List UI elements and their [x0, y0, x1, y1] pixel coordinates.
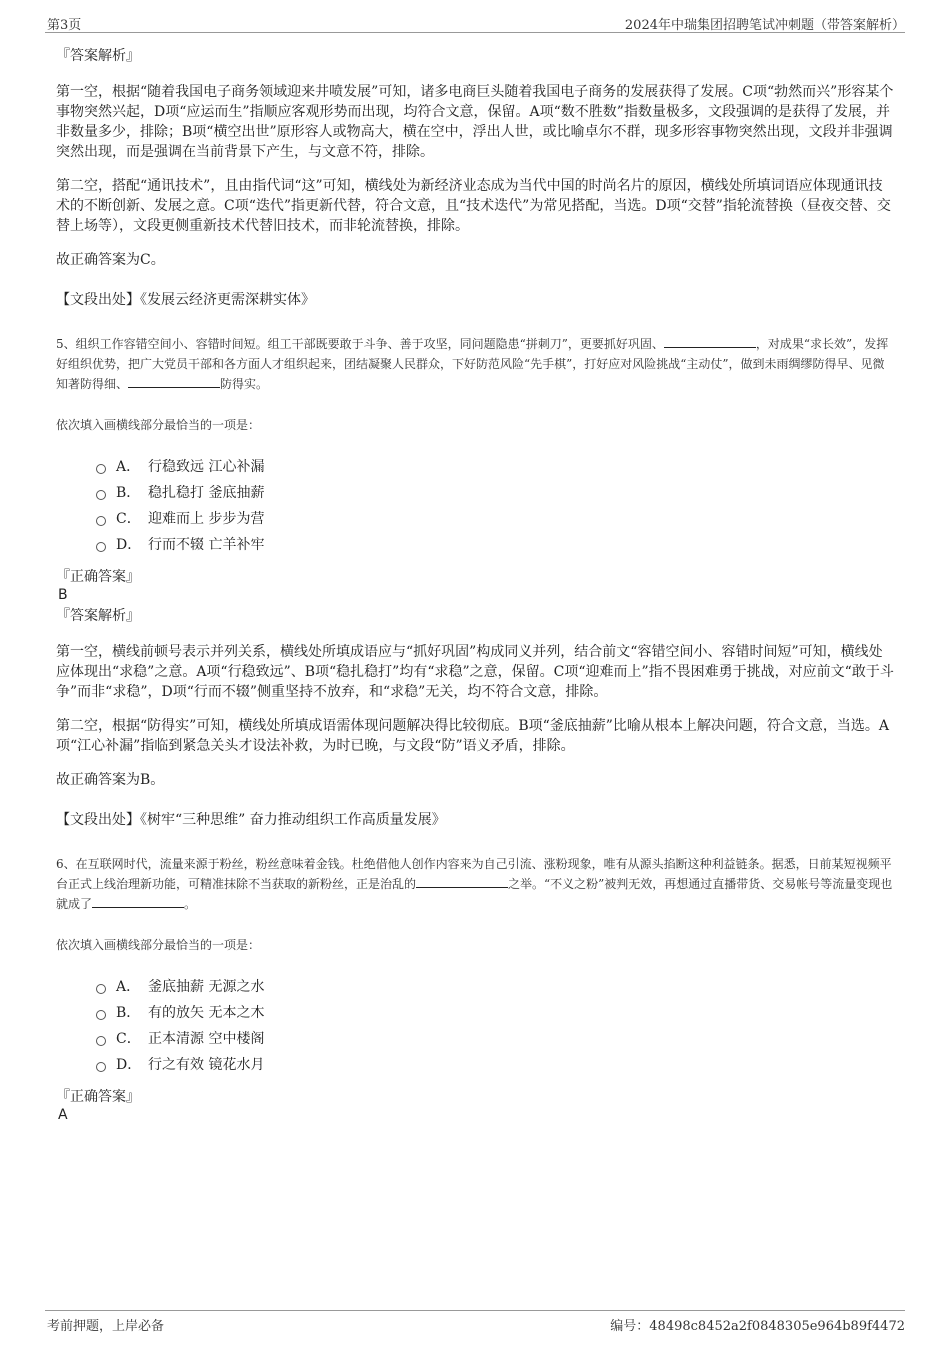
- option-text: 迎难而上 步步为营: [148, 511, 265, 527]
- option-text: 行而不辍 亡羊补牢: [148, 537, 265, 553]
- fill-blank: [128, 375, 220, 388]
- question-6: [56, 854, 894, 1124]
- option-b[interactable]: [96, 480, 894, 506]
- analysis-paragraph: 故正确答案为B。: [56, 772, 165, 788]
- option-text: 有的放矢 无本之木: [148, 1005, 265, 1021]
- question-text-part: 6、在互联网时代，流量来源于粉丝，粉丝意味着金钱。杜绝借他人创作内容来为自己引流、涨粉现象，唯有从源头掐断这种利益链条。据悉，日前某短视频平台正式上线治理新功能，可精准抹除不当获取的新粉丝，正是治乱的: [56, 857, 892, 891]
- question-text-part: 。: [184, 897, 197, 911]
- radio-button-icon[interactable]: [96, 1062, 106, 1072]
- analysis-label: 『答案解析』: [56, 48, 140, 64]
- page-number: 第3页: [47, 18, 82, 33]
- question-text-part: 防得实。: [220, 377, 269, 391]
- fill-blank: [92, 895, 184, 908]
- option-a[interactable]: [96, 454, 894, 480]
- option-letter: D．: [116, 1057, 142, 1073]
- question-text-part: 之举。“不义之粉”被判无效，再想通过直播带货、交易帐号等流量变现也就成了: [56, 877, 893, 911]
- option-letter: A．: [116, 979, 141, 995]
- question-text-part: 5、组织工作容错空间小、容错时间短。组工干部既要敢于斗争、善于攻坚，同问题隐患“拼刺刀”，更要抓好巩固、: [56, 337, 664, 351]
- option-letter: C．: [116, 1031, 141, 1047]
- correct-answer: B: [58, 587, 68, 603]
- page-footer: [45, 1310, 905, 1335]
- page-content: [56, 40, 894, 1124]
- question-text: [56, 854, 894, 914]
- option-letter: D．: [116, 537, 142, 553]
- question-5: [56, 334, 894, 830]
- question-text-part: ，对成果“求长效”，发挥好组织优势，把广大党员干部和各方面人才组织起来，团结凝聚人民群众，下好防范风险“先手棋”，打好应对风险挑战“主动仗”，做到未雨绸缪防得早、见微知著防得细、: [56, 337, 889, 391]
- answer-analysis-section: [56, 46, 894, 310]
- page-header: [45, 12, 905, 33]
- radio-button-icon[interactable]: [96, 542, 106, 552]
- radio-button-icon[interactable]: [96, 1036, 106, 1046]
- correct-answer-label: 『正确答案』: [56, 569, 140, 585]
- option-c[interactable]: [96, 1026, 894, 1052]
- option-letter: A．: [116, 459, 141, 475]
- options-list: [96, 454, 894, 558]
- fill-blank: [416, 875, 508, 888]
- option-a[interactable]: [96, 974, 894, 1000]
- question-prompt: 依次填入画横线部分最恰当的一项是：: [56, 938, 261, 952]
- analysis-paragraph: 第二空，根据“防得实”可知，横线处所填成语需体现问题解决得比较彻底。B项“釜底抽薪”比喻从根本上解决问题，符合文意，当选。A项“江心补漏”指临到紧急关头才设法补救，为时已晚，与文段“防”语义矛盾，排除。: [56, 718, 890, 754]
- analysis-label: 『答案解析』: [56, 608, 140, 624]
- fill-blank: [664, 335, 756, 348]
- document-title: 2024年中瑞集团招聘笔试冲刺题（带答案解析）: [624, 18, 905, 33]
- option-letter: B．: [116, 485, 141, 501]
- question-prompt: 依次填入画横线部分最恰当的一项是：: [56, 418, 261, 432]
- option-d[interactable]: [96, 1052, 894, 1078]
- option-d[interactable]: [96, 532, 894, 558]
- option-letter: C．: [116, 511, 141, 527]
- option-text: 行稳致远 江心补漏: [148, 459, 265, 475]
- analysis-paragraph: 故正确答案为C。: [56, 252, 165, 268]
- footer-slogan: 考前押题，上岸必备: [47, 1319, 165, 1334]
- options-list: [96, 974, 894, 1078]
- option-c[interactable]: [96, 506, 894, 532]
- document-id: 编号：48498c8452a2f0848305e964b89f4472: [610, 1319, 905, 1334]
- passage-source: 【文段出处】《树牢“三种思维” 奋力推动组织工作高质量发展》: [56, 812, 446, 828]
- question-text: [56, 334, 894, 394]
- option-text: 稳扎稳打 釜底抽薪: [148, 485, 265, 501]
- option-text: 釜底抽薪 无源之水: [148, 979, 265, 995]
- option-b[interactable]: [96, 1000, 894, 1026]
- analysis-paragraph: 第一空，根据“随着我国电子商务领域迎来井喷发展”可知，诸多电商巨头随着我国电子商务的发展获得了发展。C项“勃然而兴”形容某个事物突然兴起，D项“应运而生”指顺应客观形势而出现，均符合文意，保留。A项“数不胜数”指数量极多，文段强调的是获得了发展，并非数量多少，排除；B项“横空出世”原形容人或物高大，横在空中，浮出人世，或比喻卓尔不群，现多形容事物突然出现，文段并非强调突然出现，而是强调在当前背景下产生，与文意不符，排除。: [56, 84, 894, 160]
- option-text: 正本清源 空中楼阁: [148, 1031, 265, 1047]
- radio-button-icon[interactable]: [96, 984, 106, 994]
- analysis-paragraph: 第二空，搭配“通讯技术”，且由指代词“这”可知，横线处为新经济业态成为当代中国的时尚名片的原因，横线处所填词语应体现通讯技术的不断创新、发展之意。C项“迭代”指更新代替，符合文意，且“技术迭代”为常见搭配，当选。D项“交替”指轮流替换（昼夜交替、交替上场等），文段更侧重新技术代替旧技术，而非轮流替换，排除。: [56, 178, 891, 234]
- radio-button-icon[interactable]: [96, 490, 106, 500]
- option-letter: B．: [116, 1005, 141, 1021]
- radio-button-icon[interactable]: [96, 464, 106, 474]
- passage-source: 【文段出处】《发展云经济更需深耕实体》: [56, 292, 315, 308]
- correct-answer: A: [58, 1107, 68, 1123]
- radio-button-icon[interactable]: [96, 516, 106, 526]
- option-text: 行之有效 镜花水月: [148, 1057, 265, 1073]
- analysis-paragraph: 第一空，横线前顿号表示并列关系，横线处所填成语应与“抓好巩固”构成同义并列，结合前文“容错空间小、容错时间短”可知，横线处应体现出“求稳”之意。A项“行稳致远”、B项“稳扎稳打”均有“求稳”之意，保留。C项“迎难而上”指不畏困难勇于挑战，对应前文“敢于斗争”而非“求稳”，D项“行而不辍”侧重坚持不放弃，和“求稳”无关，均不符合文意，排除。: [56, 644, 894, 700]
- radio-button-icon[interactable]: [96, 1010, 106, 1020]
- correct-answer-label: 『正确答案』: [56, 1089, 140, 1105]
